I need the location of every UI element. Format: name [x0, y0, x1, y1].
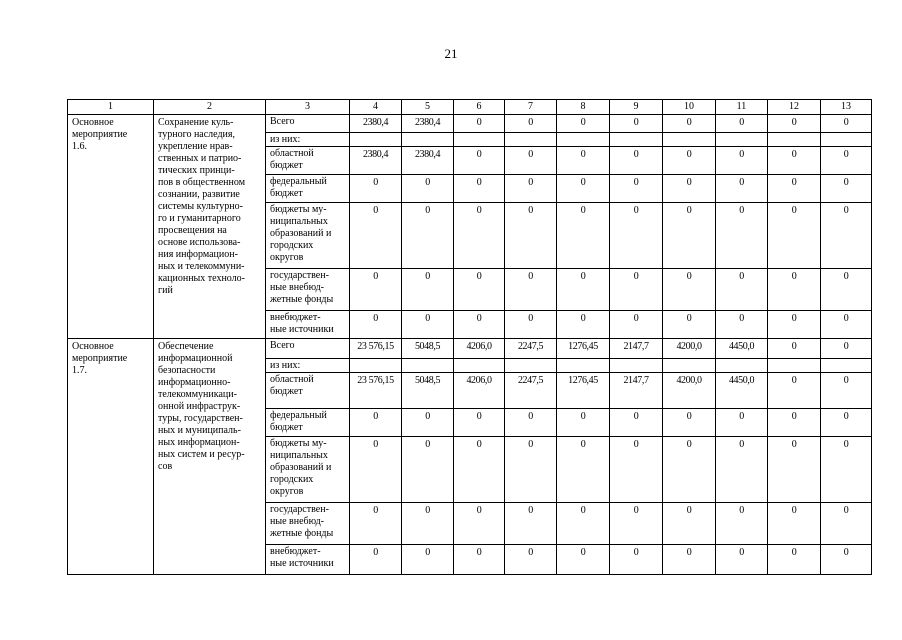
table-header-row — [68, 100, 872, 115]
value-cell: 0 — [454, 175, 505, 203]
value-cell — [454, 133, 505, 147]
value-cell — [350, 359, 402, 373]
value-cell: 0 — [505, 503, 557, 545]
value-cell: 0 — [663, 147, 716, 175]
value-cell: 2380,4 — [350, 147, 402, 175]
value-cell: 0 — [716, 437, 768, 503]
funding-source-label: бюджеты му- ниципальных образований и городских округов — [266, 437, 350, 503]
value-cell: 0 — [454, 203, 505, 269]
value-cell: 0 — [768, 503, 821, 545]
value-cell: 0 — [821, 147, 872, 175]
value-cell: 0 — [821, 409, 872, 437]
funding-source-label: Всего — [266, 115, 350, 133]
value-cell: 5048,5 — [402, 373, 454, 409]
value-cell: 0 — [821, 339, 872, 359]
value-cell: 0 — [716, 503, 768, 545]
value-cell: 0 — [557, 545, 610, 575]
value-cell: 0 — [821, 373, 872, 409]
value-cell: 0 — [610, 115, 663, 133]
funding-source-label: внебюджет- ные источники — [266, 311, 350, 339]
value-cell: 0 — [402, 175, 454, 203]
value-cell: 0 — [768, 545, 821, 575]
funding-source-label: федеральный бюджет — [266, 409, 350, 437]
value-cell: 0 — [557, 115, 610, 133]
value-cell: 4206,0 — [454, 339, 505, 359]
value-cell: 0 — [402, 545, 454, 575]
value-cell: 0 — [557, 503, 610, 545]
value-cell: 0 — [402, 203, 454, 269]
value-cell — [821, 359, 872, 373]
value-cell: 4200,0 — [663, 373, 716, 409]
value-cell: 0 — [350, 503, 402, 545]
funding-source-label: областной бюджет — [266, 147, 350, 175]
value-cell: 0 — [505, 409, 557, 437]
value-cell: 0 — [505, 115, 557, 133]
value-cell: 0 — [557, 147, 610, 175]
value-cell: 0 — [663, 115, 716, 133]
value-cell: 0 — [610, 203, 663, 269]
value-cell: 0 — [610, 437, 663, 503]
value-cell: 0 — [454, 115, 505, 133]
value-cell: 0 — [716, 115, 768, 133]
value-cell: 0 — [505, 437, 557, 503]
funding-source-label: федеральный бюджет — [266, 175, 350, 203]
value-cell: 0 — [821, 437, 872, 503]
value-cell: 0 — [402, 437, 454, 503]
column-header: 6 — [454, 100, 505, 115]
value-cell: 0 — [557, 409, 610, 437]
funding-source-label: бюджеты му- ниципальных образований и городских округов — [266, 203, 350, 269]
column-header: 10 — [663, 100, 716, 115]
value-cell — [557, 133, 610, 147]
funding-source-label: государствен- ные внебюд- жетные фонды — [266, 503, 350, 545]
funding-source-label: из них: — [266, 133, 350, 147]
value-cell: 2147,7 — [610, 339, 663, 359]
table-row — [68, 115, 872, 133]
value-cell: 0 — [505, 545, 557, 575]
measure-description: Сохранение куль- турного наследия, укрепление нрав- ственных и патрио- тических принци- пов в общественном сознании, развитие системы культурно- го и гуманитарного просвещения на основе использова- ния информацион- ных и телекоммуни- кационных техноло- гий — [154, 115, 266, 339]
value-cell: 0 — [768, 339, 821, 359]
value-cell: 0 — [768, 269, 821, 311]
value-cell: 0 — [768, 175, 821, 203]
value-cell — [663, 133, 716, 147]
value-cell: 1276,45 — [557, 339, 610, 359]
value-cell: 0 — [454, 269, 505, 311]
value-cell: 0 — [557, 437, 610, 503]
value-cell: 0 — [610, 409, 663, 437]
column-header: 9 — [610, 100, 663, 115]
value-cell: 0 — [402, 503, 454, 545]
value-cell: 0 — [821, 203, 872, 269]
value-cell: 0 — [402, 311, 454, 339]
value-cell — [821, 133, 872, 147]
column-header: 1 — [68, 100, 154, 115]
value-cell — [610, 359, 663, 373]
value-cell: 0 — [610, 503, 663, 545]
value-cell — [557, 359, 610, 373]
value-cell: 0 — [454, 437, 505, 503]
value-cell — [610, 133, 663, 147]
value-cell: 4206,0 — [454, 373, 505, 409]
value-cell — [454, 359, 505, 373]
value-cell: 0 — [821, 545, 872, 575]
value-cell: 0 — [454, 147, 505, 175]
column-header: 12 — [768, 100, 821, 115]
value-cell: 0 — [505, 147, 557, 175]
value-cell: 0 — [505, 175, 557, 203]
page-number: 21 — [444, 46, 458, 61]
value-cell: 2380,4 — [402, 115, 454, 133]
value-cell: 0 — [610, 269, 663, 311]
value-cell: 0 — [768, 203, 821, 269]
value-cell: 0 — [716, 269, 768, 311]
value-cell: 0 — [716, 203, 768, 269]
value-cell: 2147,7 — [610, 373, 663, 409]
value-cell — [768, 359, 821, 373]
value-cell — [768, 133, 821, 147]
value-cell: 0 — [557, 175, 610, 203]
value-cell: 2380,4 — [350, 115, 402, 133]
value-cell: 0 — [716, 147, 768, 175]
value-cell: 0 — [768, 373, 821, 409]
measure-name: Основное мероприятие 1.6. — [68, 115, 154, 339]
value-cell: 0 — [663, 311, 716, 339]
measure-description: Обеспечение информационной безопасности информационно- телекоммуникаци- онной инфраструк- туры, государствен- ных и муниципаль- ных информацион- ных систем и ресур- сов — [154, 339, 266, 575]
column-header: 7 — [505, 100, 557, 115]
value-cell: 0 — [821, 269, 872, 311]
value-cell: 0 — [505, 203, 557, 269]
value-cell: 0 — [350, 437, 402, 503]
value-cell: 0 — [768, 437, 821, 503]
value-cell: 0 — [505, 269, 557, 311]
value-cell: 0 — [716, 175, 768, 203]
value-cell: 0 — [663, 437, 716, 503]
value-cell: 0 — [663, 409, 716, 437]
value-cell: 0 — [454, 503, 505, 545]
value-cell: 0 — [350, 269, 402, 311]
value-cell — [716, 133, 768, 147]
column-header: 5 — [402, 100, 454, 115]
value-cell: 0 — [663, 203, 716, 269]
value-cell: 0 — [557, 203, 610, 269]
value-cell: 0 — [716, 545, 768, 575]
column-header: 4 — [350, 100, 402, 115]
value-cell: 0 — [821, 503, 872, 545]
value-cell: 0 — [350, 311, 402, 339]
value-cell: 0 — [821, 115, 872, 133]
value-cell: 2247,5 — [505, 339, 557, 359]
value-cell: 0 — [768, 311, 821, 339]
value-cell — [716, 359, 768, 373]
value-cell: 0 — [350, 545, 402, 575]
value-cell: 0 — [716, 311, 768, 339]
value-cell: 0 — [610, 311, 663, 339]
value-cell: 4450,0 — [716, 339, 768, 359]
value-cell: 4200,0 — [663, 339, 716, 359]
value-cell: 0 — [350, 409, 402, 437]
column-header: 2 — [154, 100, 266, 115]
value-cell: 0 — [768, 115, 821, 133]
value-cell: 0 — [350, 203, 402, 269]
value-cell: 23 576,15 — [350, 339, 402, 359]
value-cell: 0 — [350, 175, 402, 203]
value-cell: 0 — [768, 147, 821, 175]
value-cell: 0 — [821, 175, 872, 203]
value-cell: 1276,45 — [557, 373, 610, 409]
column-header: 3 — [266, 100, 350, 115]
value-cell — [402, 359, 454, 373]
value-cell: 0 — [454, 409, 505, 437]
value-cell — [505, 359, 557, 373]
value-cell: 0 — [663, 503, 716, 545]
value-cell: 0 — [454, 311, 505, 339]
value-cell: 23 576,15 — [350, 373, 402, 409]
table-row — [68, 339, 872, 359]
value-cell: 4450,0 — [716, 373, 768, 409]
value-cell: 0 — [557, 269, 610, 311]
funding-source-label: областной бюджет — [266, 373, 350, 409]
value-cell: 0 — [402, 269, 454, 311]
value-cell: 0 — [610, 147, 663, 175]
value-cell: 0 — [610, 545, 663, 575]
budget-table — [67, 99, 872, 575]
value-cell: 0 — [402, 409, 454, 437]
funding-source-label: Всего — [266, 339, 350, 359]
column-header: 11 — [716, 100, 768, 115]
value-cell: 0 — [663, 545, 716, 575]
funding-source-label: из них: — [266, 359, 350, 373]
value-cell: 0 — [821, 311, 872, 339]
measure-name: Основное мероприятие 1.7. — [68, 339, 154, 575]
value-cell: 0 — [610, 175, 663, 203]
value-cell: 0 — [557, 311, 610, 339]
value-cell: 0 — [768, 409, 821, 437]
value-cell — [350, 133, 402, 147]
value-cell: 2380,4 — [402, 147, 454, 175]
column-header: 13 — [821, 100, 872, 115]
value-cell — [663, 359, 716, 373]
funding-source-label: внебюджет- ные источники — [266, 545, 350, 575]
funding-source-label: государствен- ные внебюд- жетные фонды — [266, 269, 350, 311]
value-cell: 2247,5 — [505, 373, 557, 409]
value-cell: 0 — [505, 311, 557, 339]
value-cell: 0 — [716, 409, 768, 437]
value-cell: 0 — [663, 175, 716, 203]
value-cell: 0 — [454, 545, 505, 575]
column-header: 8 — [557, 100, 610, 115]
value-cell: 5048,5 — [402, 339, 454, 359]
value-cell — [505, 133, 557, 147]
value-cell — [402, 133, 454, 147]
value-cell: 0 — [663, 269, 716, 311]
